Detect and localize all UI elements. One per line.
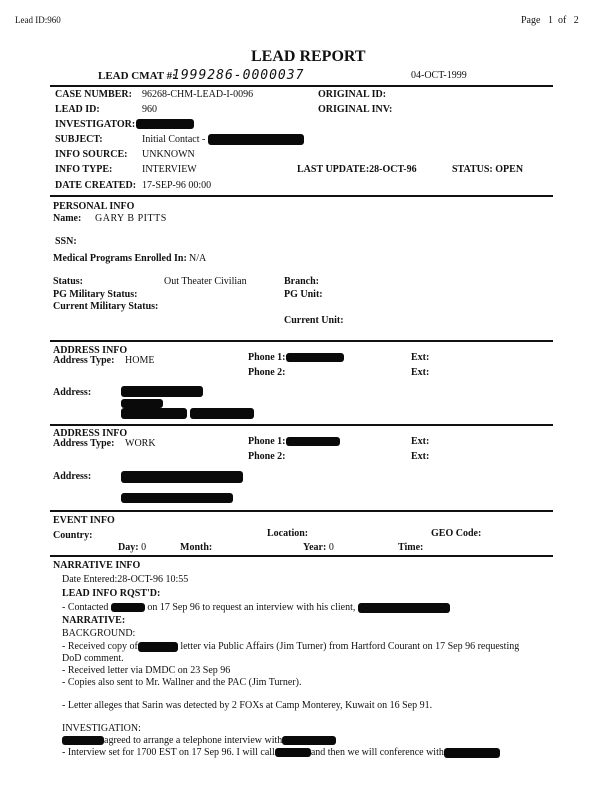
last-update-label: LAST UPDATE: — [297, 164, 370, 175]
bg1-text-b: letter via Public Affairs (Jim Turner) from Hartford Courant on 17 Sep 96 requesting — [180, 641, 520, 652]
address1-type-label: Address Type: — [53, 355, 115, 366]
divider — [50, 510, 553, 512]
original-id-label: ORIGINAL ID: — [318, 89, 387, 100]
address1-ext2-label: Ext: — [411, 367, 430, 378]
day-value: 0 — [141, 542, 147, 553]
address2-phone1 — [248, 436, 340, 447]
status-label: STATUS: — [452, 164, 493, 175]
page-number: 1 — [547, 15, 553, 26]
date-created: 17-SEP-96 00:00 — [142, 180, 212, 191]
lead-id-label: LEAD ID: — [55, 104, 100, 115]
date-created-label: DATE CREATED: — [55, 180, 137, 191]
location-label: Location: — [267, 528, 309, 539]
current-unit-label: Current Unit: — [284, 315, 344, 326]
ssn-label: SSN: — [55, 236, 77, 247]
divider — [50, 85, 553, 87]
name-redaction — [111, 603, 145, 612]
address2-type-label: Address Type: — [53, 438, 115, 449]
pg-unit-label: PG Unit: — [284, 289, 323, 300]
pg-military-label: PG Military Status: — [53, 289, 138, 300]
investigator-label: INVESTIGATOR: — [55, 119, 136, 130]
month-label: Month: — [180, 542, 213, 553]
event-heading: EVENT INFO — [53, 515, 115, 526]
background-label: BACKGROUND: — [62, 628, 136, 639]
name-redaction — [282, 736, 336, 745]
person-name: GARY B PITTS — [95, 213, 167, 224]
divider — [50, 195, 553, 197]
investigation-line-1 — [62, 735, 336, 746]
address2-ext1-label: Ext: — [411, 436, 430, 447]
background-line-4: - Letter alleges that Sarin was detected by 2 FOXs at Camp Monterey, Kuwait on 16 Sep 91. — [62, 700, 433, 711]
country-label: Country: — [53, 530, 93, 541]
address2-redaction — [121, 492, 243, 504]
page-indicator — [521, 15, 579, 26]
status-label-personal: Status: — [53, 276, 84, 287]
inv1-text: agreed to arrange a telephone interview with — [104, 735, 283, 746]
phone-redaction — [286, 353, 344, 362]
day-label: Day: — [118, 542, 139, 553]
phone-redaction — [286, 437, 340, 446]
last-update — [297, 164, 417, 175]
investigator-redaction — [136, 118, 194, 129]
contacted-line — [62, 602, 450, 613]
address1-type: HOME — [125, 355, 155, 366]
event-year — [303, 542, 334, 553]
current-military-label: Current Military Status: — [53, 301, 159, 312]
lead-id: 960 — [142, 104, 157, 115]
narrative-label: NARRATIVE: — [62, 615, 126, 626]
investigation-line-2 — [62, 747, 500, 758]
info-source: UNKNOWN — [142, 149, 195, 160]
cmat-label: LEAD CMAT #: — [98, 70, 176, 82]
address2-label: Address: — [53, 471, 92, 482]
inv2-text-b: and then we will conference with — [310, 747, 444, 758]
status — [452, 164, 523, 175]
time-label: Time: — [398, 542, 424, 553]
address2-phone2-label: Phone 2: — [248, 451, 286, 462]
medical-value: N/A — [189, 253, 207, 264]
year-value: 0 — [328, 542, 334, 553]
address1-phone1-label: Phone 1: — [248, 352, 286, 363]
address1-phone2-label: Phone 2: — [248, 367, 286, 378]
contacted-text-b: on 17 Sep 96 to request an interview with his client, — [147, 602, 356, 613]
info-type: INTERVIEW — [142, 164, 197, 175]
page-total: 2 — [573, 15, 579, 26]
address2-heading: ADDRESS INFO — [53, 428, 128, 439]
divider — [50, 424, 553, 426]
branch-label: Branch: — [284, 276, 319, 287]
year-label: Year: — [303, 542, 327, 553]
background-line-1 — [62, 641, 519, 652]
contacted-text-a: - Contacted — [62, 602, 109, 613]
address2-redaction — [121, 471, 243, 484]
bg1-text-a: - Received copy of — [62, 641, 138, 652]
report-title: LEAD REPORT — [251, 48, 366, 65]
divider — [50, 340, 553, 342]
inv2-text-a: - Interview set for 1700 EST on 17 Sep 96. I will call — [62, 747, 275, 758]
address1-redaction — [121, 386, 203, 397]
address2-ext2-label: Ext: — [411, 451, 430, 462]
page-label: Page — [521, 15, 541, 26]
personal-heading: PERSONAL INFO — [53, 201, 135, 212]
address2-phone1-label: Phone 1: — [248, 436, 286, 447]
info-type-label: INFO TYPE: — [55, 164, 113, 175]
cmat-date: 04-OCT-1999 — [411, 70, 467, 81]
subject-redaction — [208, 134, 304, 145]
lead-id-header: Lead ID:960 — [15, 15, 61, 25]
case-number-label: CASE NUMBER: — [55, 89, 132, 100]
cmat-number: 1999286-0000037 — [172, 68, 305, 83]
address1-phone1 — [248, 352, 344, 363]
subject-text: Initial Contact - — [142, 134, 206, 145]
lead-info-rqst: LEAD INFO RQST'D: — [62, 588, 161, 599]
event-day — [118, 542, 146, 553]
status-personal: Out Theater Civilian — [164, 276, 247, 287]
background-line-1b: DoD comment. — [62, 653, 124, 664]
narrative-heading: NARRATIVE INFO — [53, 560, 141, 571]
subject — [142, 134, 304, 145]
name-redaction — [275, 748, 311, 757]
name-redaction — [62, 736, 104, 745]
address1-heading: ADDRESS INFO — [53, 345, 128, 356]
background-line-3: - Copies also sent to Mr. Wallner and the PAC (Jim Turner). — [62, 677, 302, 688]
name-label: Name: — [53, 213, 82, 224]
address1-label: Address: — [53, 387, 92, 398]
last-update-value: 28-OCT-96 — [369, 164, 417, 175]
info-source-label: INFO SOURCE: — [55, 149, 128, 160]
status-value: OPEN — [495, 164, 524, 175]
address2-type: WORK — [125, 438, 156, 449]
name-redaction — [444, 748, 500, 758]
date-entered: Date Entered:28-OCT-96 10:55 — [62, 574, 189, 585]
background-line-2: - Received letter via DMDC on 23 Sep 96 — [62, 665, 231, 676]
name-redaction — [358, 603, 450, 613]
name-redaction — [138, 642, 178, 652]
geo-code-label: GEO Code: — [431, 528, 482, 539]
address1-redaction — [121, 408, 261, 420]
investigation-label: INVESTIGATION: — [62, 723, 141, 734]
address1-redaction — [121, 398, 163, 408]
subject-label: SUBJECT: — [55, 134, 103, 145]
address1-ext1-label: Ext: — [411, 352, 430, 363]
page-of: of — [557, 15, 567, 26]
divider — [50, 555, 553, 557]
case-number: 96268-CHM-LEAD-I-0096 — [142, 89, 254, 100]
medical-label: Medical Programs Enrolled In: — [53, 253, 187, 264]
original-inv-label: ORIGINAL INV: — [318, 104, 393, 115]
